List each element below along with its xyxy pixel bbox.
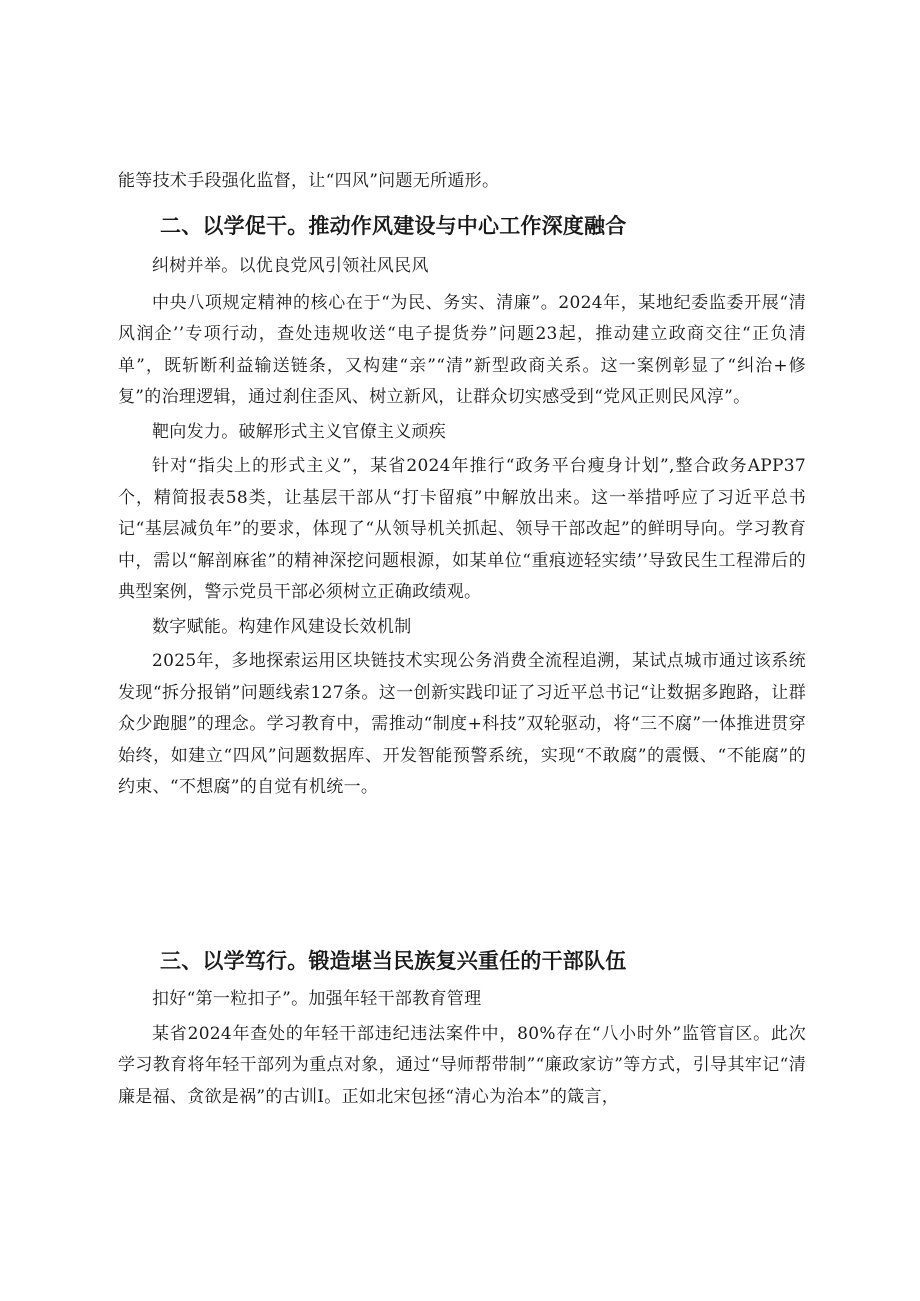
section-3-body — [118, 984, 806, 1113]
paragraph-1: 中央八项规定精神的核心在于“为民、务实、清廉”。2024年，某地纪委监委开展“清风润企’’专项行动，查处违规收送“电子提货券”问题23起，推动建立政商交往“正负清单”，既斩断利益输送链条，又构建“亲”“清”新型政商关系。这一案例彰显了“纠治+修复”的治理逻辑，通过刹住歪风、树立新风，让群众切实感受到“党风正则民风淳”。 — [118, 292, 806, 407]
section-3-heading: 三、以学笃行。锻造堪当民族复兴重任的干部队伍 — [160, 949, 627, 973]
subheading-4: 扣好“第一粒扣子”。加强年轻干部教育管理 — [152, 989, 482, 1009]
lead-fragment-block — [118, 166, 806, 198]
section-2-body — [118, 251, 806, 804]
lead-fragment: 能等技术手段强化监督，让“四风”问题无所遁形。 — [118, 171, 500, 191]
paragraph-3: 2025年，多地探索运用区块链技术实现公务消费全流程追溯，某试点城市通过该系统发现“拆分报销”问题线索127条。这一创新实践印证了习近平总书记“让数据多跑路，让群众少跑腿”的理念。学习教育中，需推动“制度+科技”双轮驱动，将“三不腐”一体推进贯穿始终，如建立“四风”问题数据库、开发智能预警系统，实现“不敢腐”的震慑、“不能腐”的约束、“不想腐”的自觉有机统一。 — [118, 651, 806, 797]
paragraph-4: 某省2024年查处的年轻干部违纪违法案件中，80%存在“八小时外”监管盲区。此次学习教育将年轻干部列为重点对象，通过“导师帮带制”“廉政家访”等方式，引导其牢记“清廉是福、贪欲是祸”的古训I。正如北宋包拯“清心为治本”的箴言， — [118, 1023, 806, 1107]
section-2-heading-block — [118, 210, 806, 242]
section-2-heading: 二、以学促干。推动作风建设与中心工作深度融合 — [160, 214, 627, 238]
section-3-heading-block — [118, 945, 806, 977]
subheading-2: 靶向发力。破解形式主义官僚主义顽疾 — [152, 421, 447, 442]
subheading-3: 数字赋能。构建作风建设长效机制 — [152, 616, 412, 637]
subheading-1: 纠树并举。以优良党风引领社风民风 — [152, 256, 429, 276]
paragraph-2: 针对“指尖上的形式主义”，某省2024年推行“政务平台瘦身计划”,整合政务APP37个，精简报表58类，让基层干部从“打卡留痕”中解放出来。这一举措呼应了习近平总书记“基层减负年”的要求，体现了“从领导机关抓起、领导干部改起”的鲜明导向。学习教育中，需以“解剖麻雀”的精神深挖问题根源，如某单位“重痕迹轻实绩’’导致民生工程滞后的典型案例，警示党员干部必须树立正确政绩观。 — [118, 456, 806, 602]
